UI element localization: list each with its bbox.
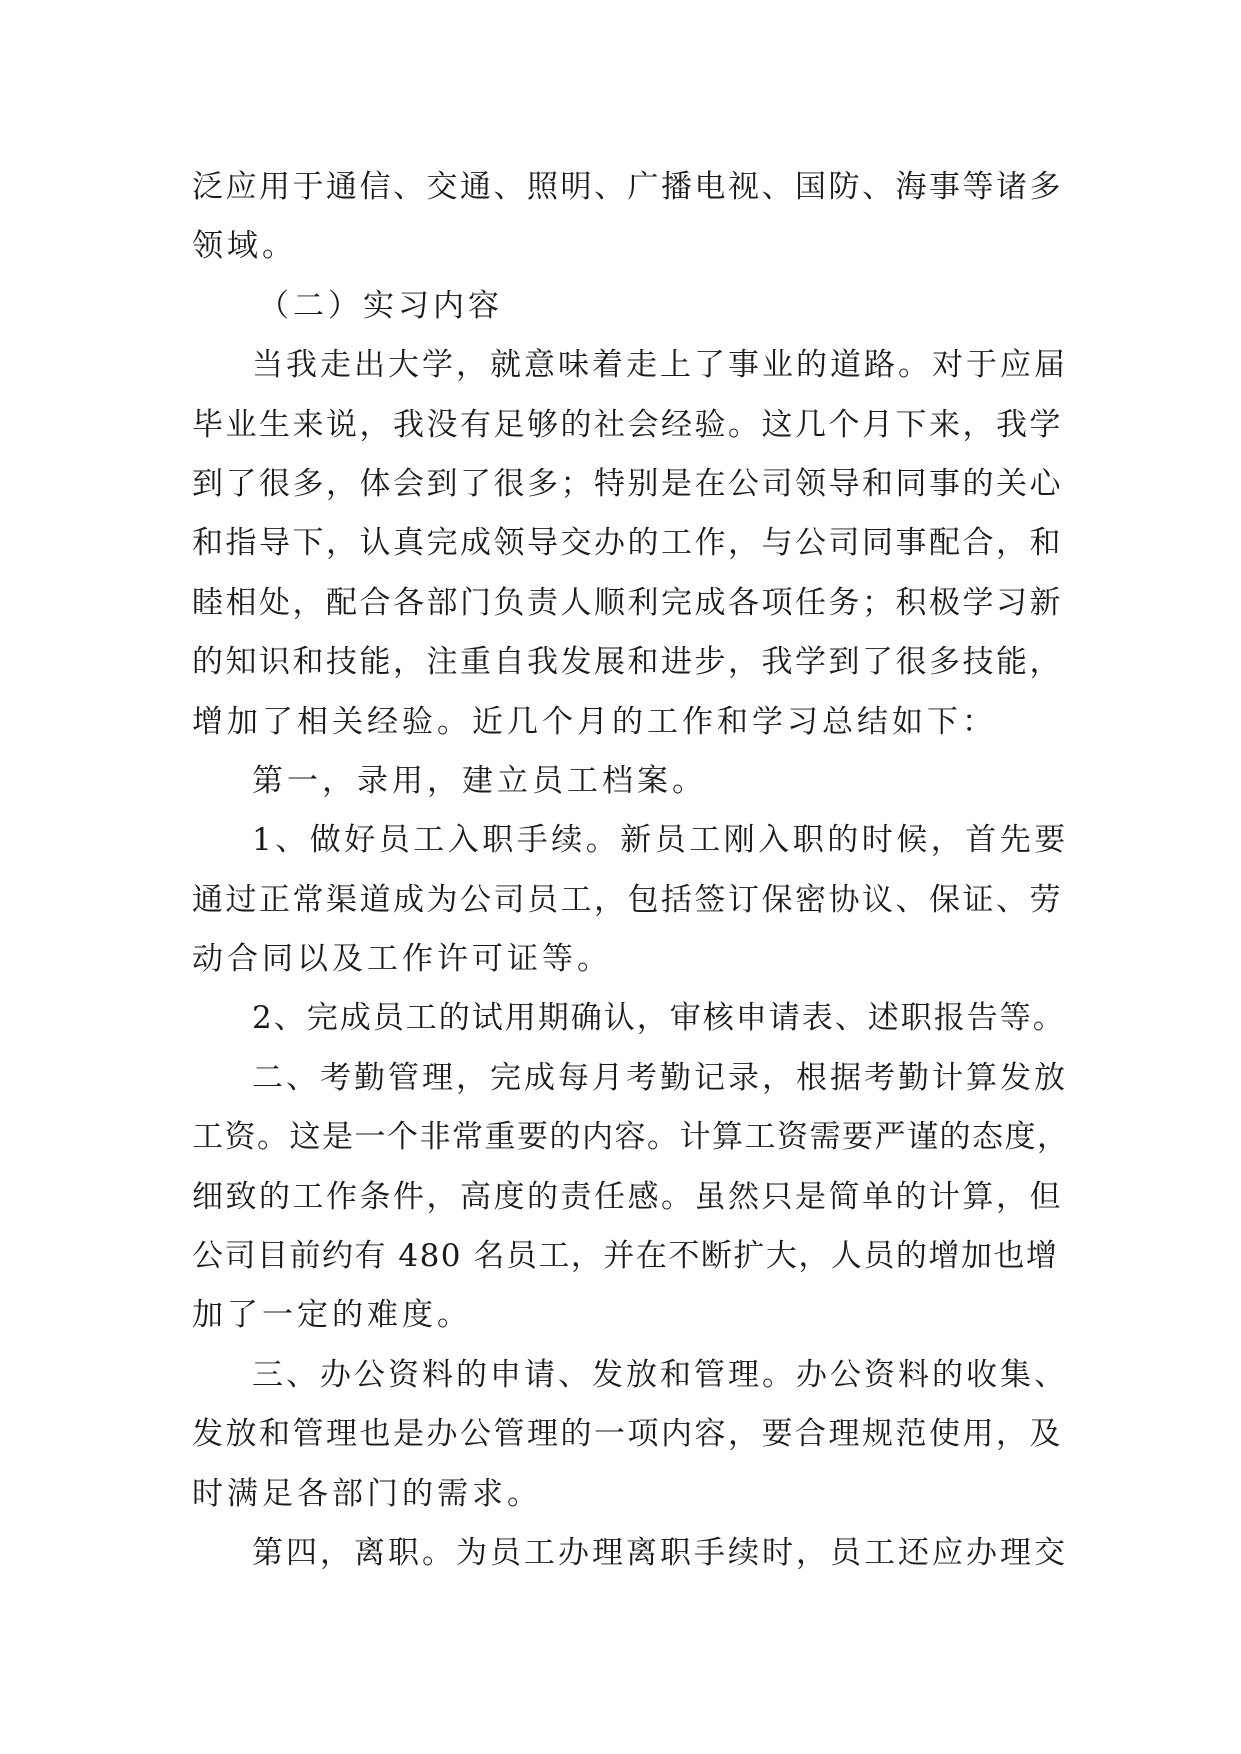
paragraph-start-line: 第一，录用，建立员工档案。 [252,762,707,799]
paragraph-start-line: 当我走出大学，就意味着走上了事业的道路。对于应届 [252,347,1068,384]
section-heading: （二）实习内容 [258,287,503,324]
paragraph-start-line: 1、做好员工入职手续。新员工刚入职的时候，首先要 [252,822,1069,859]
text-line: 的知识和技能，注重自我发展和进步，我学到了很多技能， [192,644,1063,681]
paragraph-start-line: 二、考勤管理，完成每月考勤记录，根据考勤计算发放 [252,1059,1068,1096]
document-body [192,158,1072,1583]
text-line: 动合同以及工作许可证等。 [192,941,612,978]
text-line: 增加了相关经验。近几个月的工作和学习总结如下： [192,703,997,740]
paragraph-start-line: 三、办公资料的申请、发放和管理。办公资料的收集、 [252,1356,1068,1393]
text-line: 领域。 [192,228,297,265]
text-line: 通过正常渠道成为公司员工，包括签订保密协议、保证、劳 [192,881,1063,918]
text-line: 工资。这是一个非常重要的内容。计算工资需要严谨的态度， [192,1119,1070,1156]
text-line: 时满足各部门的需求。 [192,1475,542,1512]
text-line: 公司目前约有 480 名员工，并在不断扩大，人员的增加也增 [192,1238,1059,1275]
paragraph-start-line: 第四，离职。为员工办理离职手续时，员工还应办理交 [252,1534,1068,1571]
text-line: 加了一定的难度。 [192,1297,472,1334]
text-line: 毕业生来说，我没有足够的社会经验。这几个月下来，我学 [192,406,1063,443]
text-line: 到了很多，体会到了很多；特别是在公司领导和同事的关心 [192,465,1063,502]
text-line: 泛应用于通信、交通、照明、广播电视、国防、海事等诸多 [192,169,1063,205]
text-line: 发放和管理也是办公管理的一项内容，要合理规范使用，及 [192,1416,1063,1453]
paragraph-start-line: 2、完成员工的试用期确认，审核申请表、述职报告等。 [252,1000,1066,1037]
text-line: 细致的工作条件，高度的责任感。虽然只是简单的计算，但 [192,1178,1063,1215]
text-line: 睦相处，配合各部门负责人顺利完成各项任务；积极学习新 [192,584,1063,621]
text-line: 和指导下，认真完成领导交办的工作，与公司同事配合，和 [192,525,1063,562]
